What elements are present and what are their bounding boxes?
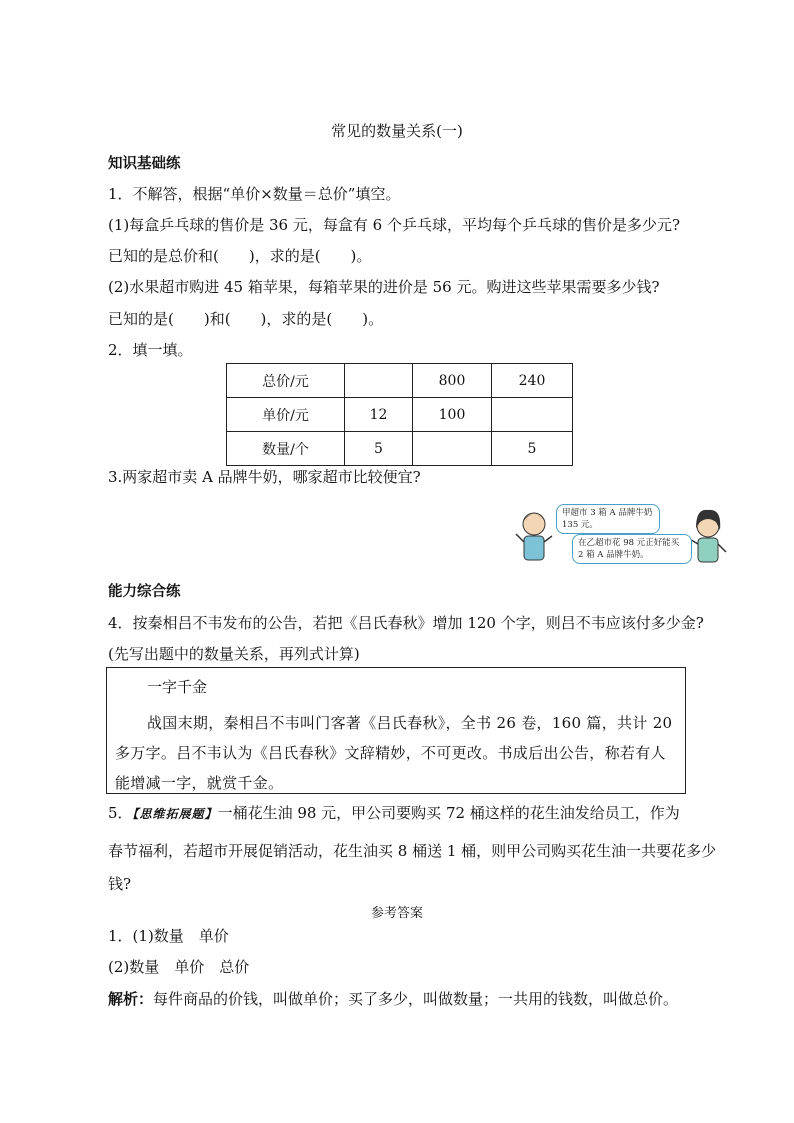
thinking-tag: 【思维拓展题】 xyxy=(132,807,218,821)
q1-part1-question: (1)每盒乒乓球的售价是 36 元，每盒有 6 个乒乓球，平均每个乒乓球的售价是多少元? xyxy=(108,216,680,234)
q5-line2: 春节福利，若超市开展促销活动，花生油买 8 桶送 1 桶，则甲公司购买花生油一共要花多少 xyxy=(108,842,717,860)
answer-1: 1．(1)数量 单价 xyxy=(108,927,229,945)
q2-stem: 2．填一填。 xyxy=(108,341,193,359)
q1-part2-question: (2)水果超市购进 45 箱苹果，每箱苹果的进价是 56 元。购进这些苹果需要多少钱? xyxy=(108,278,660,296)
table-cell: 5 xyxy=(492,432,573,466)
table-row xyxy=(227,432,573,466)
q4-line1: 4．按秦相吕不韦发布的公告，若把《吕氏春秋》增加 120 个字，则吕不韦应该付多少金? xyxy=(108,614,704,632)
analysis-text: 每件商品的价钱，叫做单价；买了多少，叫做数量；一共用的钱数，叫做总价。 xyxy=(153,990,679,1008)
q5-line1 xyxy=(108,802,680,823)
table-cell: 240 xyxy=(492,364,573,398)
row-header: 数量/个 xyxy=(227,432,345,466)
table-cell xyxy=(492,398,573,432)
table-cell xyxy=(413,432,492,466)
table-row xyxy=(227,364,573,398)
answers-heading: 参考答案 xyxy=(370,906,423,921)
story-box xyxy=(106,667,686,794)
row-header: 总价/元 xyxy=(227,364,345,398)
table-cell: 12 xyxy=(345,398,413,432)
table-cell xyxy=(345,364,413,398)
story-text: 战国末期，秦相吕不韦叫门客著《吕氏春秋》，全书 26 卷，160 篇，共计 20 多万字。吕不韦认为《吕氏春秋》文辞精妙，不可更改。书成后出公告，称若有人能增减一字，就赏千金。 xyxy=(115,714,673,792)
q1-stem: 1．不解答，根据“单价×数量＝总价”填空。 xyxy=(108,185,401,203)
table-cell: 5 xyxy=(345,432,413,466)
analysis-label: 解析： xyxy=(108,990,154,1008)
speech-bubble-left: 甲超市 3 箱 A 品牌牛奶 135 元。 xyxy=(556,504,660,534)
q1-part2-fill: 已知的是( )和( )，求的是( )。 xyxy=(108,310,384,328)
story-title: 一字千金 xyxy=(147,678,208,696)
supermarket-illustration xyxy=(512,500,730,568)
table-cell: 100 xyxy=(413,398,492,432)
q3-stem: 3.两家超市卖 A 品牌牛奶，哪家超市比较便宜? xyxy=(108,468,421,486)
q1-part1-fill: 已知的是总价和( )，求的是( )。 xyxy=(108,247,372,265)
q5-line3: 钱? xyxy=(108,875,132,893)
q5-number: 5． xyxy=(108,804,133,822)
q4-line2: (先写出题中的数量关系，再列式计算) xyxy=(108,645,360,663)
section-heading-basic: 知识基础练 xyxy=(108,156,181,172)
table-cell: 800 xyxy=(413,364,492,398)
section-heading-advanced: 能力综合练 xyxy=(108,584,181,600)
fill-table xyxy=(226,363,573,466)
row-header: 单价/元 xyxy=(227,398,345,432)
q5-text1: 一桶花生油 98 元，甲公司要购买 72 桶这样的花生油发给员工，作为 xyxy=(217,804,680,822)
page-title: 常见的数量关系(一) xyxy=(331,122,463,140)
table-row xyxy=(227,398,573,432)
speech-bubble-right: 在乙超市花 98 元正好能买 2 箱 A 品牌牛奶。 xyxy=(572,534,692,564)
answer-2: (2)数量 单价 总价 xyxy=(108,958,250,976)
analysis xyxy=(108,988,678,1009)
